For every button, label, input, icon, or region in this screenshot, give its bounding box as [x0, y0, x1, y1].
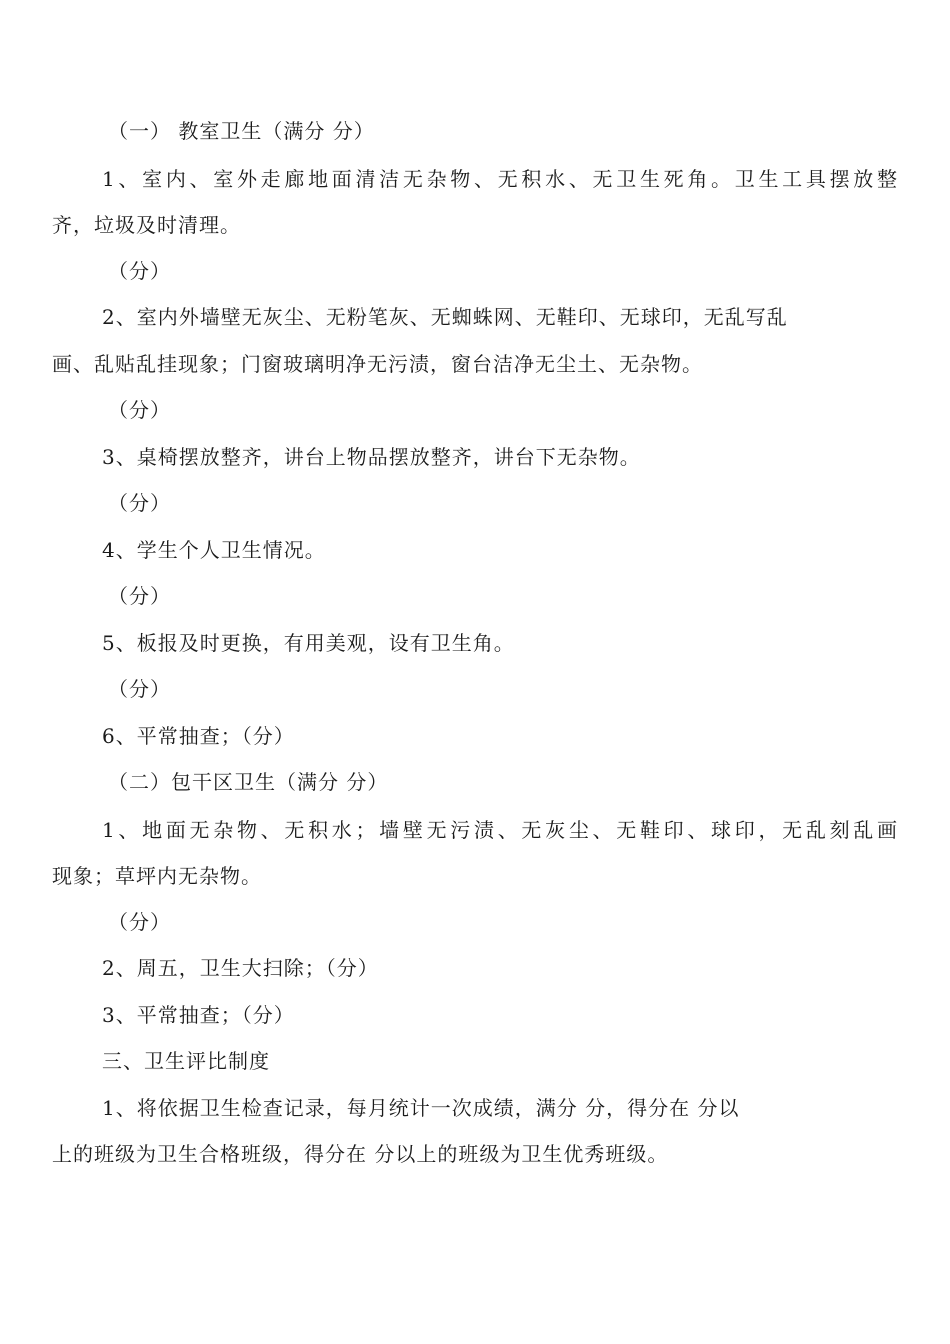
- score-classroom-3: （分）: [108, 491, 171, 515]
- score-classroom-4: （分）: [108, 584, 171, 608]
- item-classroom-1: [52, 163, 898, 256]
- item-classroom-2-line2: 画、乱贴乱挂现象；门窗玻璃明净无污渍，窗台洁净无尘土、无杂物。: [52, 351, 703, 376]
- item-area-3: 3、平常抽查；（分）: [102, 1002, 295, 1027]
- item-classroom-3: 3、桌椅摆放整齐，讲台上物品摆放整齐，讲台下无杂物。: [102, 444, 641, 469]
- score-area-1: （分）: [108, 909, 171, 934]
- section-heading-evaluation: 三、卫生评比制度: [102, 1049, 270, 1073]
- item-area-1-line2: 现象；草坪内无杂物。: [52, 864, 262, 888]
- section-heading-classroom: （一） 教室卫生（满分 分）: [108, 119, 375, 143]
- score-classroom-5: （分）: [108, 677, 171, 701]
- score-classroom-1: （分）: [108, 258, 171, 283]
- section-heading-area: （二）包干区卫生（满分 分）: [108, 770, 389, 794]
- item-classroom-2-line1: 2、室内外墙壁无灰尘、无粉笔灰、无蜘蛛网、无鞋印、无球印，无乱写乱: [102, 305, 788, 329]
- item-evaluation-1-line2: 上的班级为卫生合格班级，得分在 分以上的班级为卫生优秀班级。: [52, 1142, 669, 1166]
- item-classroom-6: 6、平常抽查；（分）: [102, 723, 295, 748]
- score-classroom-2: （分）: [108, 398, 171, 422]
- item-classroom-1-line1: 1、室内、室外走廊地面清洁无杂物、无积水、无卫生死角。卫生工具摆放整: [102, 166, 898, 191]
- item-classroom-4: 4、学生个人卫生情况。: [102, 537, 326, 562]
- item-classroom-5: 5、板报及时更换，有用美观，设有卫生角。: [102, 630, 515, 655]
- item-area-1: [52, 814, 898, 907]
- item-area-2: 2、周五，卫生大扫除；（分）: [102, 956, 379, 980]
- item-area-1-line1: 1、地面无杂物、无积水；墙壁无污渍、无灰尘、无鞋印、球印，无乱刻乱画: [102, 817, 898, 842]
- item-evaluation-1-line1: 1、将依据卫生检查记录，每月统计一次成绩，满分 分，得分在 分以: [102, 1095, 740, 1120]
- document-body: [52, 116, 898, 1186]
- item-classroom-1-line2: 齐，垃圾及时清理。: [52, 213, 241, 237]
